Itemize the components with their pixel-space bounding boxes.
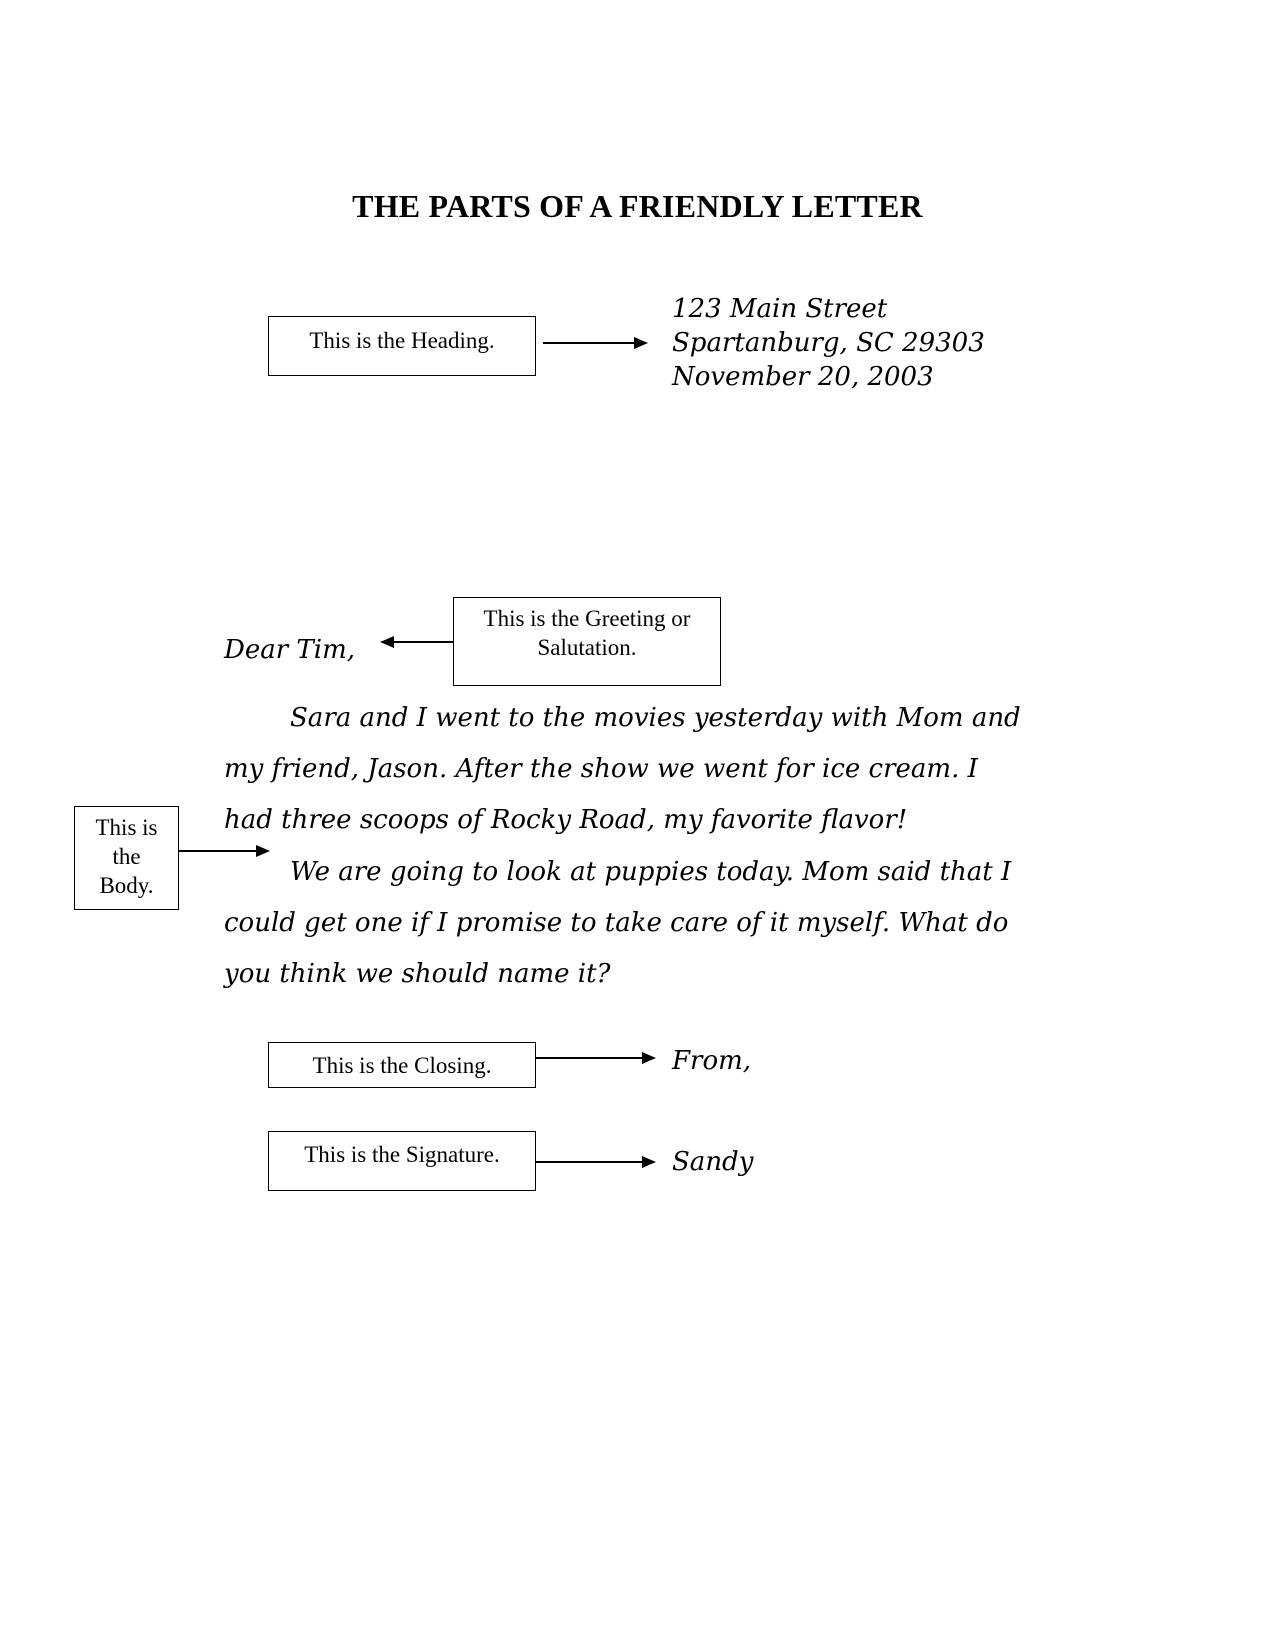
- greeting-label-line-2: Salutation.: [537, 635, 637, 660]
- body-label-box: [74, 806, 179, 910]
- greeting-arrow-icon: [380, 636, 453, 648]
- greeting-label-line-1: This is the Greeting or: [483, 606, 691, 631]
- greeting-label-box: [453, 597, 721, 686]
- body-label-line-3: Body.: [99, 873, 154, 898]
- letter-greeting: Dear Tim,: [224, 635, 356, 665]
- signature-arrow-icon: [536, 1156, 656, 1168]
- heading-date: November 20, 2003: [672, 362, 934, 392]
- body-line: my friend, Jason. After the show we went for ice cream. I: [224, 754, 978, 784]
- closing-arrow-icon: [536, 1052, 656, 1064]
- closing-label: This is the Closing.: [312, 1053, 492, 1078]
- heading-street: 123 Main Street: [672, 294, 888, 324]
- body-line: had three scoops of Rocky Road, my favorite flavor!: [224, 805, 908, 835]
- signature-label-box: [268, 1131, 536, 1191]
- letter-signature: Sandy: [672, 1147, 754, 1177]
- body-line: Sara and I went to the movies yesterday with Mom and: [290, 703, 1021, 733]
- letter-closing: From,: [672, 1046, 752, 1076]
- signature-label: This is the Signature.: [304, 1142, 500, 1167]
- heading-city: Spartanburg, SC 29303: [672, 328, 985, 358]
- body-label-line-2: the: [112, 844, 141, 869]
- body-line: you think we should name it?: [224, 959, 611, 989]
- page-title: THE PARTS OF A FRIENDLY LETTER: [352, 188, 923, 224]
- heading-arrow-icon: [543, 337, 648, 349]
- heading-label-box: [268, 316, 536, 376]
- letter-heading: [672, 292, 985, 394]
- body-line: We are going to look at puppies today. Mom said that I: [290, 857, 1012, 887]
- heading-label: This is the Heading.: [309, 328, 495, 353]
- closing-label-box: [268, 1042, 536, 1088]
- body-line: could get one if I promise to take care of it myself. What do: [224, 908, 1009, 938]
- body-label-line-1: This is: [95, 815, 158, 840]
